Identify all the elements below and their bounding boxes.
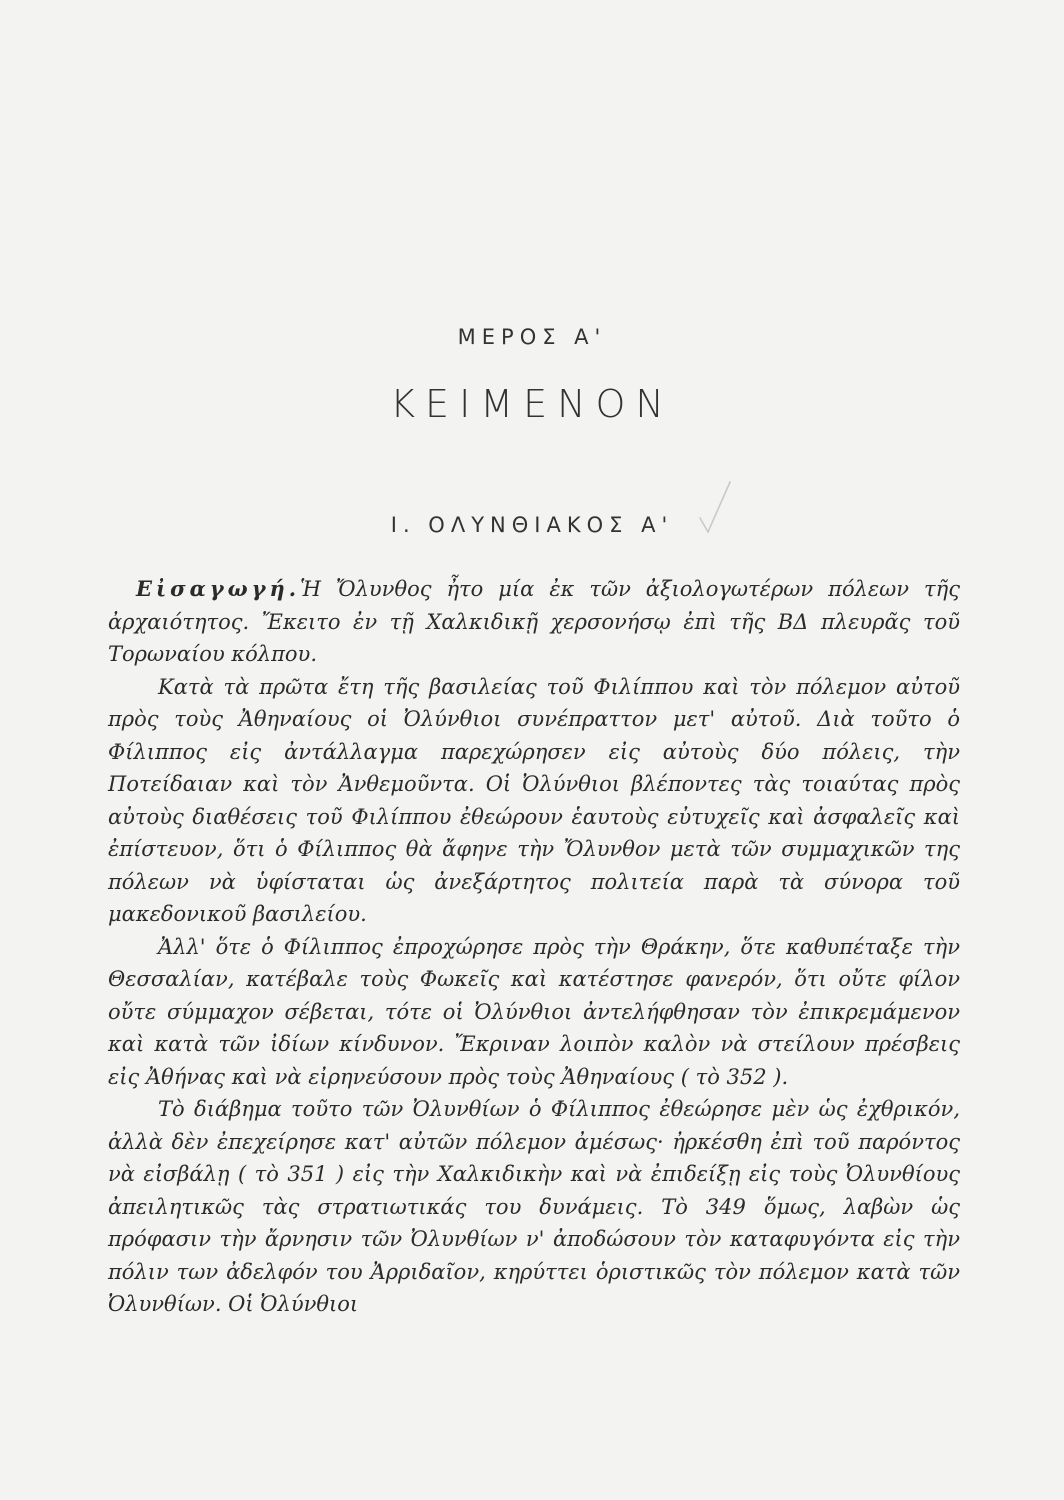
paragraph-1: Κατὰ τὰ πρῶτα ἔτη τῆς βασιλείας τοῦ Φιλίππου καὶ τὸν πόλεμον αὐτοῦ πρὸς τοὺς Ἀθηναίους οἱ Ὀλύνθιοι συνέπραττον μετ' αὐτοῦ. Διὰ τοῦτο ὁ Φίλιππος εἰς ἀντάλλαγμα παρεχώρησεν εἰς αὐτοὺς δύο πόλεις, τὴν Ποτείδαιαν καὶ τὸν Ἀνθεμοῦντα. Οἱ Ὀλύνθιοι βλέποντες τὰς τοιαύτας πρὸς αὐτοὺς διαθέσεις τοῦ Φιλίππου ἐθεώρουν ἑαυτοὺς εὐτυχεῖς καὶ ἀσφαλεῖς καὶ ἐπίστευον, ὅτι ὁ Φίλιππος θὰ ἄφηνε τὴν Ὄλυνθον μετὰ τῶν συμμαχικῶν της πόλεων νὰ ὑφίσταται ὡς ἀνεξάρτητος πολιτεία παρὰ τὰ σύνορα τοῦ μακεδονικοῦ βασιλείου. (108, 674, 960, 926)
intro-label: Εἰσαγωγή. (136, 576, 301, 601)
intro-text: Ἡ Ὄλυνθος ἦτο μία ἐκ τῶν ἀξιολογωτέρων πόλεων τῆς ἀρχαιότητος. Ἔκειτο ἐν τῇ Χαλκιδικῇ χερσονήσῳ ἐπὶ τῆς ΒΔ πλευρᾶς τοῦ Τορωναίου κόλπου. (108, 577, 960, 666)
part-label: ΜΕΡΟΣ Α' (457, 325, 607, 349)
body-text (108, 573, 960, 1321)
paragraph-2: Ἀλλ' ὅτε ὁ Φίλιππος ἐπροχώρησε πρὸς τὴν Θράκην, ὅτε καθυπέταξε τὴν Θεσσαλίαν, κατέβαλε τοὺς Φωκεῖς καὶ κατέστησε φανερόν, ὅτι οὔτε φίλον οὔτε σύμμαχον σέβεται, τότε οἱ Ὀλύνθιοι ἀντελήφθησαν τὸν ἐπικρεμάμενον καὶ κατὰ τῶν ἰδίων κίνδυνον. Ἔκριναν λοιπὸν καλὸν νὰ στείλουν πρέσβεις εἰς Ἀθήνας καὶ νὰ εἰρηνεύσουν πρὸς τοὺς Ἀθηναίους ( τὸ 352 ). (108, 934, 960, 1089)
intro-paragraph (108, 573, 960, 671)
main-title: ΚΕΙΜΕΝΟΝ (390, 382, 674, 426)
paragraph-3: Τὸ διάβημα τοῦτο τῶν Ὀλυνθίων ὁ Φίλιππος ἐθεώρησε μὲν ὡς ἐχθρικόν, ἀλλὰ δὲν ἐπεχείρησε κατ' αὐτῶν πόλεμον ἀμέσως· ἠρκέσθη ἐπὶ τοῦ παρόντος νὰ εἰσβάλῃ ( τὸ 351 ) εἰς τὴν Χαλκιδικὴν καὶ νὰ ἐπιδείξῃ εἰς τοὺς Ὀλυνθίους ἀπειλητικῶς τὰς στρατιωτικάς του δυνάμεις. Τὸ 349 ὅμως, λαβὼν ὡς πρόφασιν τὴν ἄρνησιν τῶν Ὀλυνθίων ν' ἀποδώσουν τὸν καταφυγόντα εἰς τὴν πόλιν των ἀδελφόν του Ἀρριδαῖον, κηρύττει ὁριστικῶς τὸν πόλεμον κατὰ τῶν Ὀλυνθίων. Οἱ Ὀλύνθιοι (108, 1097, 960, 1316)
pencil-check-mark-icon (696, 478, 736, 538)
speech-title: I. ΟΛΥΝΘΙΑΚΟΣ Α' (390, 513, 674, 537)
